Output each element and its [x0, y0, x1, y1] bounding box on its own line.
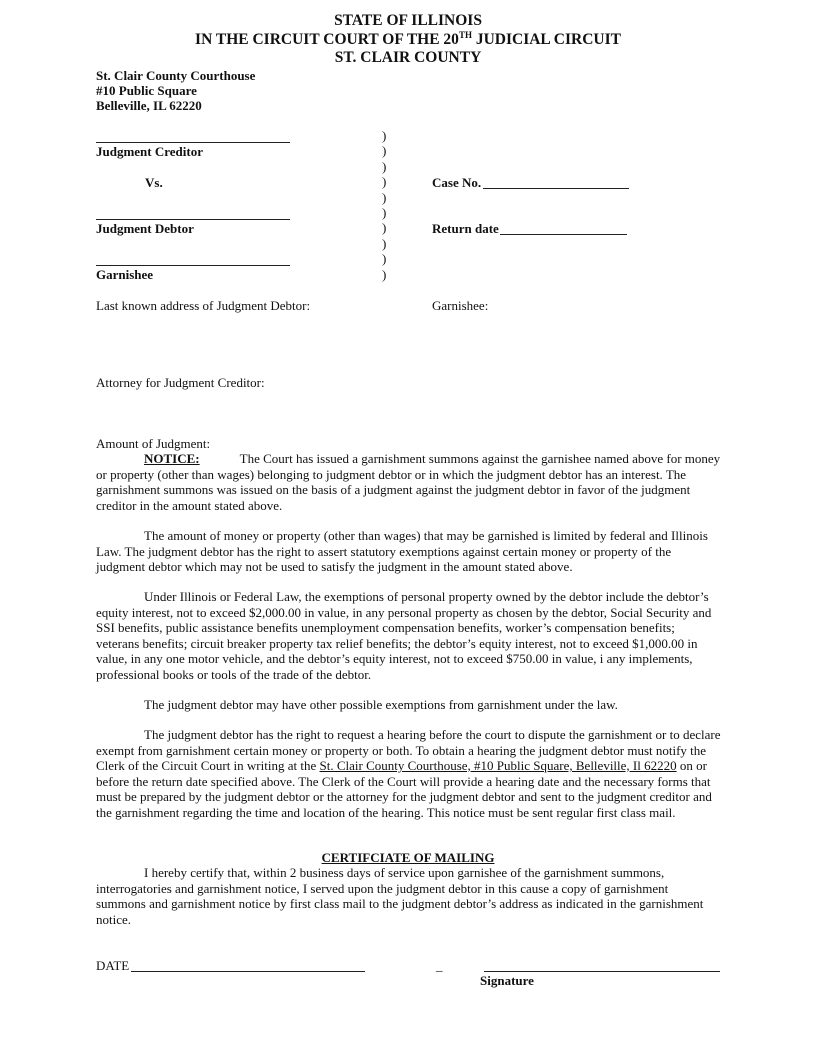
caption-paren: ): [382, 220, 387, 236]
header-court: [0, 31, 816, 49]
notice-paragraph-5-text-2: on or before the return date specified above. The Clerk of the Court will provide a hearing date and the necessary forms that must be prepared by the judgment debtor or the attorney for the judgment debtor and sent to the judgment creditor and the garnishment regarding the time and location of the hearing. This notice must be sent regular first class mail.: [96, 758, 712, 820]
notice-paragraph-5-text: The judgment debtor has the right to request a hearing before the court to dispute the garnishment or to declare exempt from garnishment certain money or property or both. To obtain a hearing the judgment debtor must notify the Clerk of the Circuit Court in writing at the: [96, 727, 721, 773]
certificate-title: CERTIFCIATE OF MAILING: [321, 850, 495, 865]
attorney-label: Attorney for Judgment Creditor:: [96, 375, 265, 390]
return-date-blank[interactable]: [500, 234, 627, 235]
header-court-superscript: TH: [458, 30, 472, 40]
caption-paren: ): [382, 235, 387, 251]
certificate-body-text: I hereby certify that, within 2 business days of service upon garnishee of the garnishment summons, interrogatories and garnishment notice, I served upon the judgment debtor in this cause a copy of garnishment summons and garnishment notice by first class mail to the judgment debtor’s address as indicated in the garnishment notice.: [96, 865, 704, 927]
notice-paragraph-2: [96, 528, 721, 575]
date-label: DATE: [96, 958, 130, 973]
garnishee-blank[interactable]: [96, 265, 290, 266]
notice-paragraph-1: [96, 451, 721, 513]
caption-paren: ): [382, 174, 387, 190]
address-line-3: Belleville, IL 62220: [96, 98, 202, 113]
date-blank[interactable]: [131, 971, 365, 972]
certificate-body: [96, 865, 721, 927]
caption-paren: ): [382, 128, 387, 143]
judgment-creditor-label: Judgment Creditor: [96, 144, 204, 159]
caption-paren: ): [382, 205, 387, 220]
judgment-debtor-label: Judgment Debtor: [96, 221, 194, 236]
header-state: STATE OF ILLINOIS: [334, 12, 482, 29]
judgment-creditor-blank[interactable]: [96, 142, 290, 143]
notice-paragraph-4-text: The judgment debtor may have other possible exemptions from garnishment under the law.: [144, 697, 618, 712]
case-no-blank[interactable]: [483, 188, 629, 189]
caption-paren: ): [382, 251, 387, 267]
case-no-label: Case No.: [432, 175, 482, 190]
address-line-1: St. Clair County Courthouse: [96, 68, 256, 83]
return-date-label: Return date: [432, 221, 499, 236]
caption-paren: ): [382, 189, 387, 205]
notice-paragraph-1-text: The Court has issued a garnishment summons against the garnishee named above for money or property (other than wages) belonging to judgment debtor or in which the judgment debtor has an interest. The garnishment summons was issued on the basis of a judgment against the judgment debtor in favor of the judgment creditor in the amount stated above.: [96, 451, 721, 513]
header-court-text: IN THE CIRCUIT COURT OF THE 20: [195, 31, 459, 48]
caption-paren: ): [382, 266, 387, 282]
separator-mark: _: [436, 958, 443, 973]
caption-paren: ): [382, 158, 387, 174]
amount-of-judgment-label: Amount of Judgment:: [96, 436, 211, 451]
courthouse-address-link: St. Clair County Courthouse, #10 Public Square, Belleville, Il 62220: [319, 758, 677, 773]
signature-blank[interactable]: [484, 971, 720, 972]
notice-paragraph-3-text: Under Illinois or Federal Law, the exemptions of personal property owned by the debtor include the debtor’s equity interest, not to exceed $2,000.00 in value, in any personal property as chosen by the debtor, Social Security and SSI benefits, public assistance benefits unemployment compensation benefits, worker’s compensation benefits; veterans benefits; circuit breaker property tax relief benefits; the debtor’s equity interest, not to exceed $1,000.00 in value, in any one motor vehicle, and the debtor’s equity interest, not to exceed $750.00 in value, i any implements, professional books or tools of the trade of the debtor.: [96, 589, 712, 682]
last-known-address-label: Last known address of Judgment Debtor:: [96, 298, 311, 313]
notice-heading: NOTICE:: [144, 451, 200, 466]
signature-label: Signature: [480, 973, 534, 988]
vs-label: Vs.: [145, 175, 163, 190]
garnishee-address-label: Garnishee:: [432, 298, 489, 313]
address-line-2: #10 Public Square: [96, 83, 197, 98]
notice-paragraph-5: [96, 727, 721, 820]
header-court-text-2: JUDICIAL CIRCUIT: [471, 31, 621, 48]
notice-paragraph-2-text: The amount of money or property (other than wages) that may be garnished is limited by federal and Illinois Law. The judgment debtor has the right to assert statutory exemptions against certain money or property of the judgment debtor which may not be used to satisfy the judgment in the amount stated above.: [96, 528, 708, 574]
header-county: ST. CLAIR COUNTY: [334, 49, 482, 66]
caption-paren: ): [382, 143, 387, 159]
judgment-debtor-blank[interactable]: [96, 219, 290, 220]
notice-paragraph-4: [96, 697, 721, 713]
garnishee-caption-label: Garnishee: [96, 267, 154, 282]
notice-paragraph-3: [96, 589, 721, 682]
